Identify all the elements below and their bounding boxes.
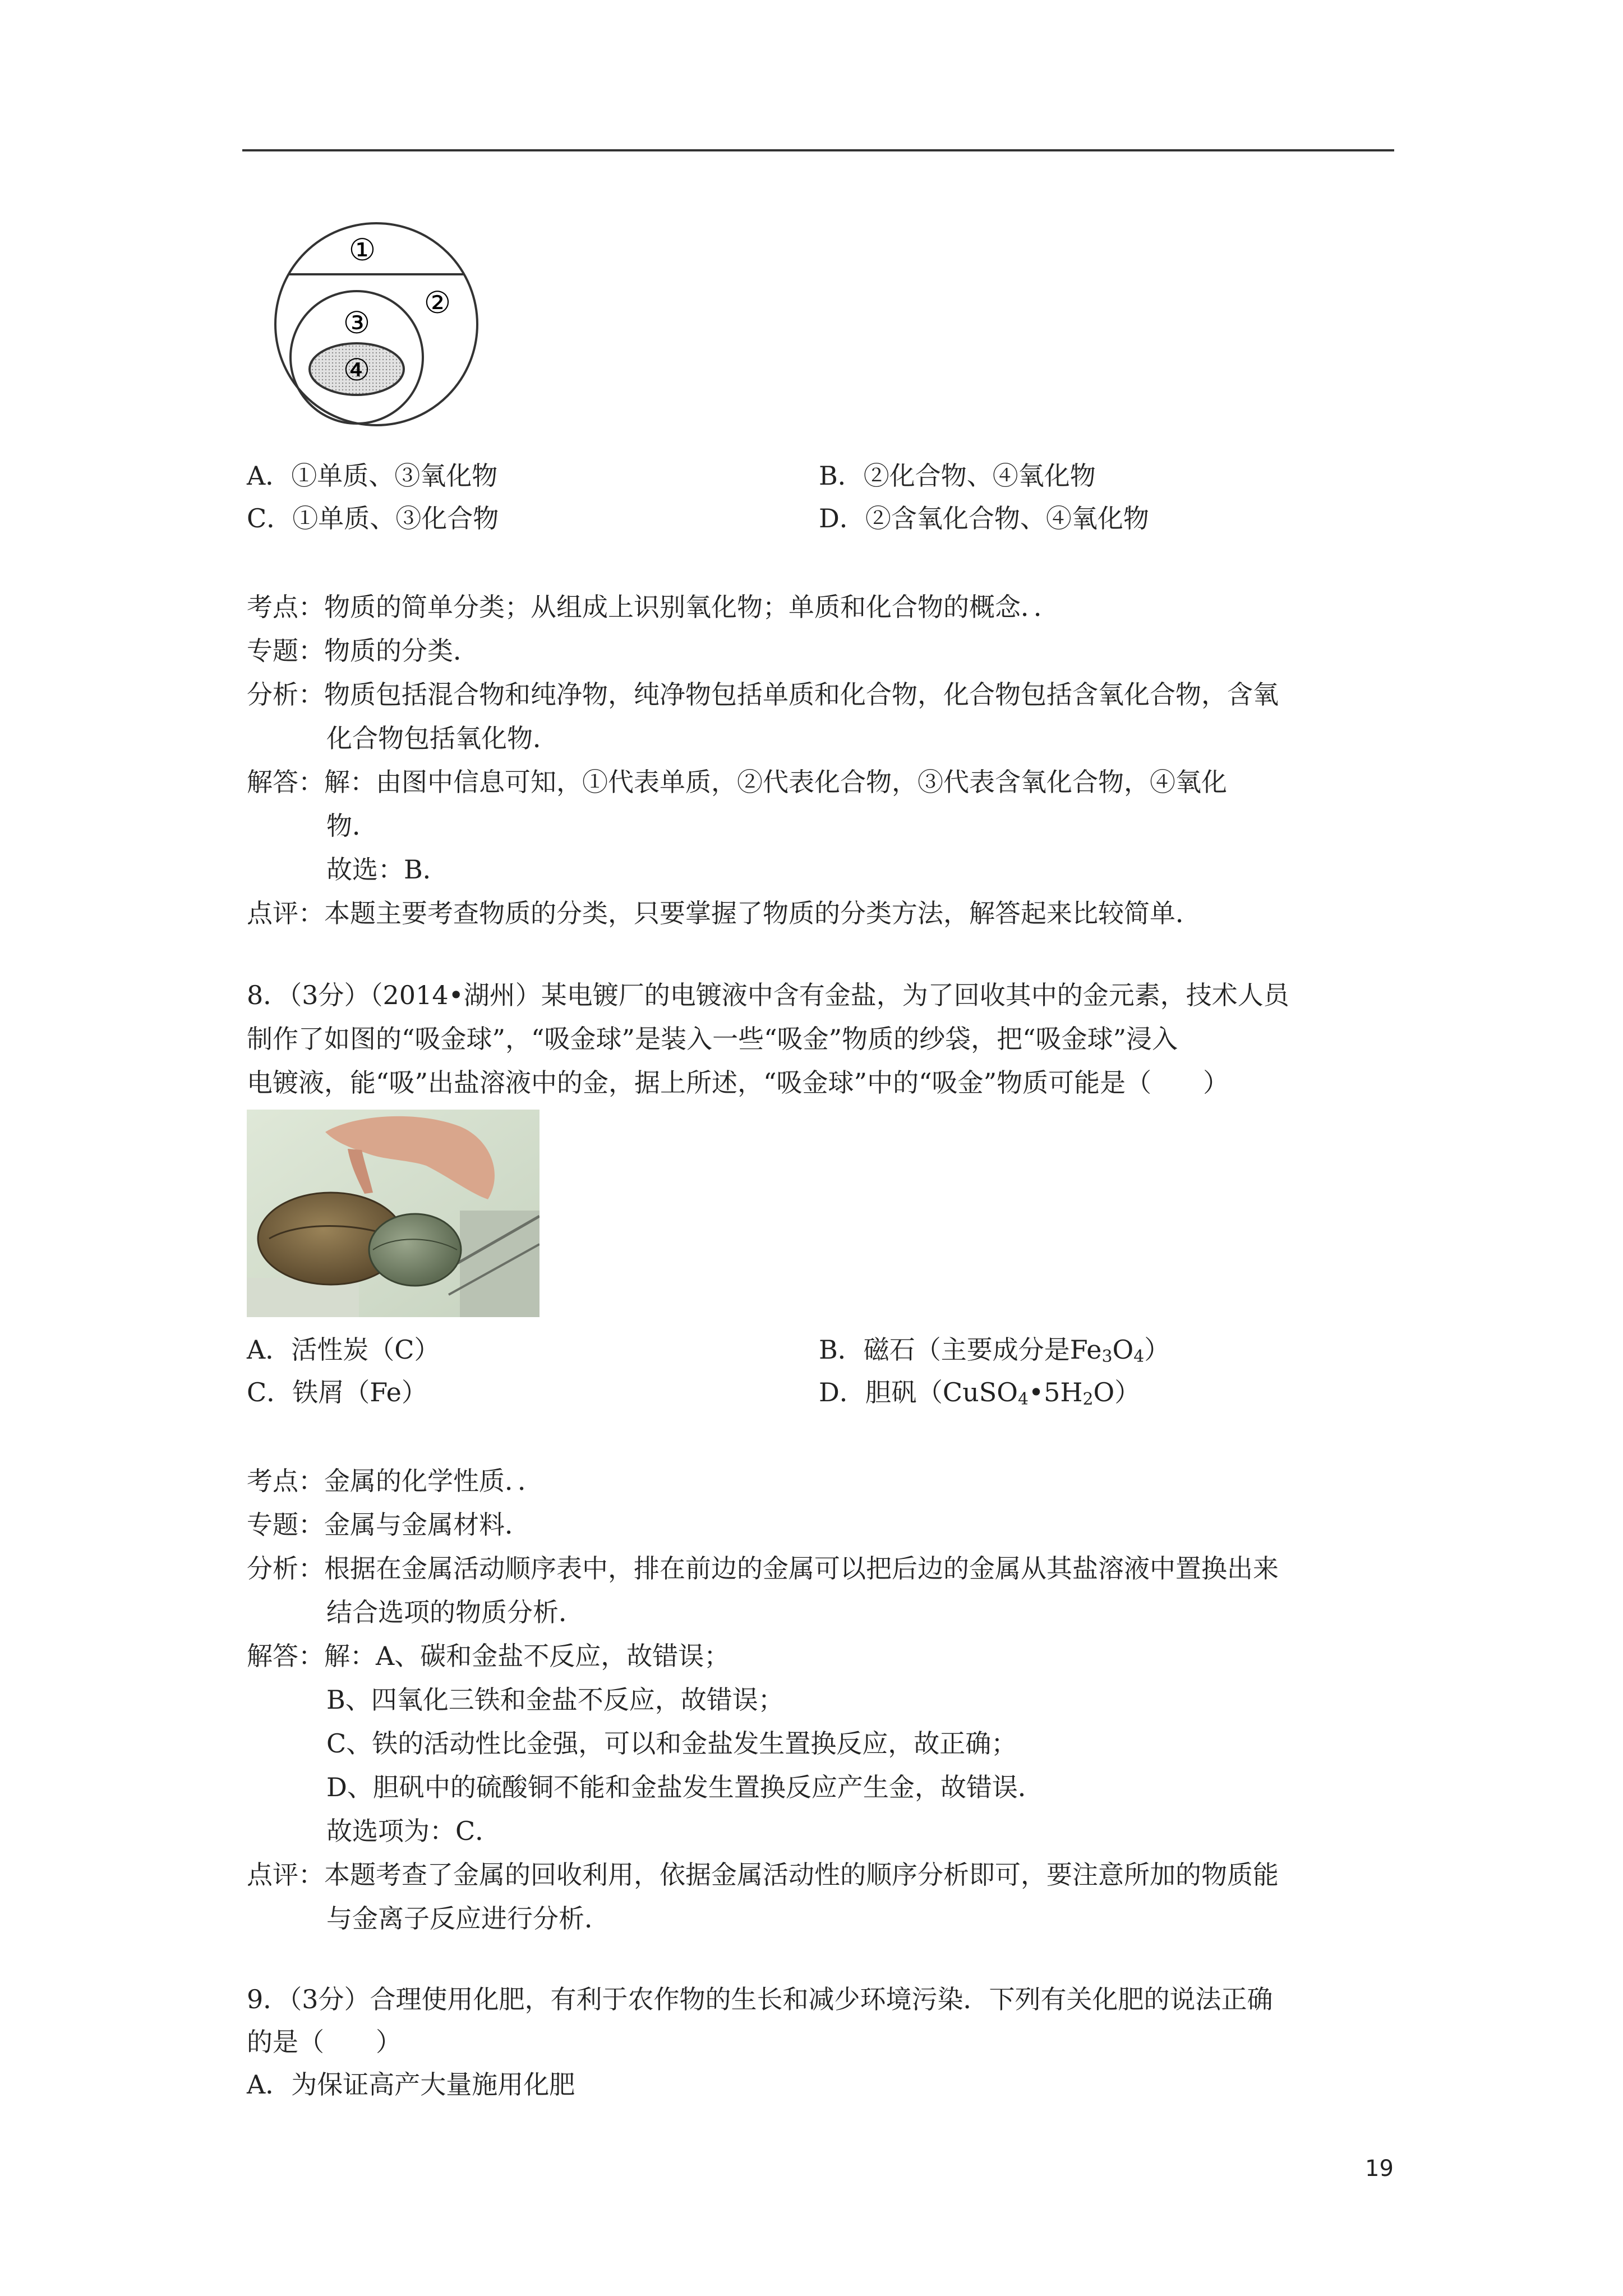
- q7-option-a: A．①单质、③氧化物: [247, 461, 498, 491]
- q8-option-b: B．磁石（主要成分是$Fe_3O_4$）: [819, 1335, 1170, 1366]
- q7-option-b: B．②化合物、④氧化物: [819, 461, 1096, 491]
- q7-option-c: C．①单质、③化合物: [247, 503, 499, 533]
- q8-option-a: A．活性炭（C）: [247, 1335, 440, 1365]
- q7-jieda-line-1: 解答：解：由图中信息可知，①代表单质，②代表化合物，③代表含氧化合物，④氧化: [247, 767, 1227, 797]
- venn-label-2: ②: [423, 285, 451, 320]
- q7-jieda-line-2: 物．: [326, 811, 378, 841]
- q8-jieda-line-5: 故选项为：C．: [326, 1816, 501, 1846]
- outer-circle: [275, 223, 477, 425]
- q8-zhuanti: 专题：金属与金属材料．: [247, 1510, 531, 1540]
- venn-label-1: ①: [348, 232, 376, 268]
- q8-dianping-line-1: 点评：本题考查了金属的回收利用，依据金属活动性的顺序分析即可，要注意所加的物质能: [247, 1860, 1279, 1890]
- q8-fenxi-line-1: 分析：根据在金属活动顺序表中，排在前边的金属可以把后边的金属从其盐溶液中置换出来: [247, 1553, 1279, 1584]
- q8-stem-line-3: 电镀液，能“吸”出盐溶液中的金，据上所述，“吸金球”中的“吸金”物质可能是（ ）: [247, 1068, 1229, 1098]
- q7-jieda-line-3: 故选：B．: [326, 854, 449, 885]
- q7-kaodian: 考点：物质的简单分类；从组成上识别氧化物；单质和化合物的概念．．: [247, 592, 1059, 622]
- venn-label-3: ③: [343, 305, 371, 341]
- venn-label-4: ④: [343, 352, 371, 388]
- q8-jieda-line-4: D、胆矾中的硫酸铜不能和金盐发生置换反应产生金，故错误．: [326, 1772, 1044, 1802]
- q7-fenxi-line-2: 化合物包括氧化物．: [326, 723, 559, 753]
- q7-zhuanti: 专题：物质的分类．: [247, 636, 479, 666]
- q7-dianping: 点评：本题主要考查物质的分类，只要掌握了物质的分类方法，解答起来比较简单．: [247, 898, 1201, 928]
- q8-stem-line-1: 8．（3分）（2014•湖州）某电镀厂的电镀液中含有金盐，为了回收其中的金元素，技术人员: [247, 980, 1289, 1010]
- q9-option-a: A．为保证高产大量施用化肥: [247, 2069, 575, 2100]
- q8-jieda-line-2: B、四氧化三铁和金盐不反应，故错误；: [326, 1685, 784, 1715]
- q8-kaodian: 考点：金属的化学性质．．: [247, 1466, 543, 1496]
- q7-option-d: D．②含氧化合物、④氧化物: [819, 503, 1149, 533]
- q7-fenxi-line-1: 分析：物质包括混合物和纯净物，纯净物包括单质和化合物，化合物包括含氧化合物，含氧: [247, 679, 1279, 710]
- q8-fenxi-line-2: 结合选项的物质分析．: [326, 1597, 584, 1627]
- q9-stem-line-2: 的是（ ）: [247, 2027, 402, 2057]
- q8-stem-line-2: 制作了如图的“吸金球”，“吸金球”是装入一些“吸金”物质的纱袋，把“吸金球”浸入: [247, 1024, 1178, 1054]
- q9-stem-line-1: 9．（3分）合理使用化肥，有利于农作物的生长和减少环境污染．下列有关化肥的说法正确: [247, 1984, 1273, 2014]
- gold-absorbing-ball-photo: [247, 1110, 540, 1317]
- q8-option-d: D．胆矾$(CuSO_4•5H_2O)$: [819, 1377, 1141, 1409]
- classification-diagram: [247, 220, 506, 429]
- header-rule: [242, 149, 1394, 151]
- q8-dianping-line-2: 与金离子反应进行分析．: [326, 1903, 610, 1934]
- q8-option-c: C．铁屑（Fe）: [247, 1377, 427, 1407]
- q8-jieda-line-3: C、铁的活动性比金强，可以和金盐发生置换反应，故正确；: [326, 1728, 1017, 1759]
- page-number: 19: [1365, 2156, 1394, 2182]
- q8-jieda-line-1: 解答：解：A、碳和金盐不反应，故错误；: [247, 1641, 730, 1671]
